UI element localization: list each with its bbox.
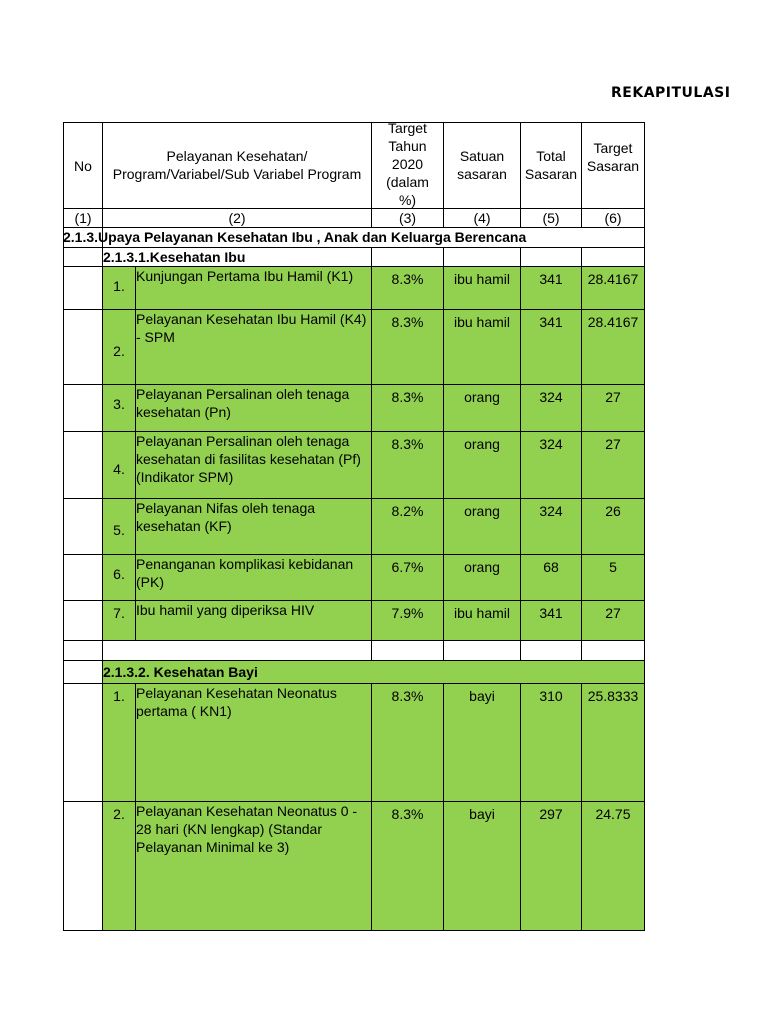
sub1-row-3-total <box>520 384 582 432</box>
sub1-row-4-target-sasaran <box>581 431 645 499</box>
sub1-cell-text: 341 <box>539 271 563 287</box>
sub1-cell-text: ibu hamil <box>453 605 511 621</box>
blank-row-c3 <box>371 640 444 661</box>
sub1-row-2-target-sasaran <box>581 309 645 385</box>
sub1-row-4-total <box>520 431 582 499</box>
sub1-cell-text: orang <box>464 559 500 575</box>
sub2-row-1-total <box>520 683 582 802</box>
sub1-cell-text: Pelayanan Persalinan oleh tenaga kesehatan di fasilitas kesehatan (Pf) (Indikator SPM) <box>136 433 361 485</box>
sub2-row-1-target <box>371 683 444 802</box>
sub2-row-2-satuan <box>443 801 521 931</box>
sub2-cell-text: Pelayanan Kesehatan Neonatus pertama ( KN1) <box>136 685 337 719</box>
sub1-row-7-satuan <box>443 600 521 641</box>
sub2-cell-text: bayi <box>469 806 495 822</box>
sub1-c4 <box>443 247 521 267</box>
sub2-title: 2.1.3.2. Kesehatan Bayi <box>103 664 258 680</box>
sub1-row-6-name <box>135 554 372 601</box>
header-pelayanan <box>102 122 372 209</box>
sub1-row-7-target-sasaran <box>581 600 645 641</box>
blank-row-no <box>63 640 103 661</box>
sub1-row-2-target <box>371 309 444 385</box>
sub1-row-5-no <box>102 498 136 555</box>
colnum-1-label: (1) <box>74 210 92 226</box>
sub1-row-7-name <box>135 600 372 641</box>
sub1-row-4-satuan <box>443 431 521 499</box>
sub1-row-6-satuan <box>443 554 521 601</box>
colnum-4 <box>443 208 521 228</box>
section-col-line <box>102 227 103 248</box>
sub2-cell-text: 24.75 <box>595 806 631 822</box>
sub1-row-5-satuan <box>443 498 521 555</box>
sub1-row-3-satuan <box>443 384 521 432</box>
sub1-cell-text: 3. <box>113 396 125 412</box>
sub1-row-no-blank <box>63 600 103 641</box>
sub2-row-1-no <box>102 683 136 802</box>
blank-row-c5 <box>520 640 582 661</box>
sub1-row-1-no <box>102 266 136 310</box>
sub1-cell-text: 7. <box>113 605 125 621</box>
sub1-cell-text: 5. <box>113 522 125 538</box>
header-target-tahun-label: Target Tahun 2020 (dalam %) <box>386 120 429 208</box>
sub1-row-no-blank <box>63 431 103 499</box>
sub1-cell-text: orang <box>464 503 500 519</box>
sub1-cell-text: 26 <box>605 503 621 519</box>
sub1-row-1-satuan <box>443 266 521 310</box>
section-code: 2.1.3. <box>63 229 99 245</box>
sub1-row-no <box>63 247 103 267</box>
header-target-sasaran-label: Target Sasaran <box>586 140 640 174</box>
sub1-cell-text: 7.9% <box>391 605 424 621</box>
sub1-cell-text: 8.3% <box>391 314 424 330</box>
sub1-cell-text: orang <box>464 436 500 452</box>
sub1-cell-text: 2. <box>113 343 125 359</box>
sub2-cell-text: 25.8333 <box>587 688 639 704</box>
blank-row-c4 <box>443 640 521 661</box>
sub1-row-4-target <box>371 431 444 499</box>
sub1-row-2-no <box>102 309 136 385</box>
header-target-sasaran <box>581 122 645 209</box>
sub1-cell-text: 324 <box>539 436 563 452</box>
sub1-row-4-name <box>135 431 372 499</box>
sub1-row-6-target-sasaran <box>581 554 645 601</box>
sub1-row-5-target <box>371 498 444 555</box>
sub2-row-1-target-sasaran <box>581 683 645 802</box>
sub1-row-1-target <box>371 266 444 310</box>
sub2-row-2-target <box>371 801 444 931</box>
sub1-row-5-name <box>135 498 372 555</box>
sub2-row-1-name <box>135 683 372 802</box>
sub2-cell-text: Pelayanan Kesehatan Neonatus 0 - 28 hari (KN lengkap) (Standar Pelayanan Minimal ke 3) <box>136 803 358 855</box>
sub1-row-5-target-sasaran <box>581 498 645 555</box>
sub1-cell-text: 6.7% <box>391 559 424 575</box>
sub1-cell-text: 8.3% <box>391 436 424 452</box>
sub1-cell-text: ibu hamil <box>453 314 511 330</box>
sub2-row-2-name <box>135 801 372 931</box>
colnum-1 <box>63 208 103 228</box>
sub2-row-no-blank <box>63 801 103 931</box>
colnum-2-label: (2) <box>228 210 246 226</box>
sub1-cell-text: 27 <box>605 605 621 621</box>
blank-row-c6 <box>581 640 645 661</box>
header-total <box>520 122 582 209</box>
colnum-5 <box>520 208 582 228</box>
colnum-6-label: (6) <box>604 210 622 226</box>
sub2-row-1-satuan <box>443 683 521 802</box>
sub2-cell-text: 1. <box>113 688 125 704</box>
sub1-row-3-no <box>102 384 136 432</box>
sub1-row-5-total <box>520 498 582 555</box>
header-pelayanan-label: Pelayanan Kesehatan/ Program/Variabel/Sub Variabel Program <box>112 148 362 182</box>
sub1-c3 <box>371 247 444 267</box>
sub1-row-2-total <box>520 309 582 385</box>
sub1-cell-text: 8.3% <box>391 389 424 405</box>
sub1-cell-text: Pelayanan Nifas oleh tenaga kesehatan (KF) <box>136 500 316 534</box>
sub1-row-1-target-sasaran <box>581 266 645 310</box>
header-satuan <box>443 122 521 209</box>
sub1-cell-text: 1. <box>113 278 125 294</box>
header-no-label: No <box>74 158 92 174</box>
sub1-cell-text: 27 <box>605 436 621 452</box>
colnum-3 <box>371 208 444 228</box>
sub1-cell-text: 27 <box>605 389 621 405</box>
sub2-row-2-total <box>520 801 582 931</box>
colnum-6 <box>581 208 645 228</box>
sub1-cell-text: 6. <box>113 566 125 582</box>
sub1-row-no-blank <box>63 384 103 432</box>
sub1-cell-text: ibu hamil <box>453 271 511 287</box>
sub1-row-4-no <box>102 431 136 499</box>
header-target-tahun <box>371 122 444 209</box>
sub2-cell-text: 2. <box>113 806 125 822</box>
sub1-c6 <box>581 247 645 267</box>
sub2-row-no <box>63 660 103 684</box>
sub2-row-2-target-sasaran <box>581 801 645 931</box>
sub2-cell-text: 8.3% <box>391 688 424 704</box>
sub2-row-2-no <box>102 801 136 931</box>
sub2-cell-text: 8.3% <box>391 806 424 822</box>
sub1-row-no-blank <box>63 266 103 310</box>
colnum-2 <box>102 208 372 228</box>
sub1-cell-text: orang <box>464 389 500 405</box>
header-satuan-label: Satuan sasaran <box>457 148 507 182</box>
section-name: Upaya Pelayanan Kesehatan Ibu , Anak dan Keluarga Berencana <box>98 229 527 245</box>
colnum-3-label: (3) <box>398 210 417 226</box>
sub1-row-no-blank <box>63 309 103 385</box>
colnum-5-label: (5) <box>542 210 560 226</box>
header-no <box>63 122 103 209</box>
sub1-cell-text: 8.2% <box>391 503 424 519</box>
sub1-cell-text: Penanganan komplikasi kebidanan (PK) <box>136 556 354 590</box>
sub1-cell-text: 4. <box>113 461 125 477</box>
section-title <box>63 228 526 246</box>
sub1-row-7-no <box>102 600 136 641</box>
sub1-cell-text: Pelayanan Persalinan oleh tenaga kesehatan (Pn) <box>136 386 350 420</box>
page-title: REKAPITULASI <box>611 85 731 101</box>
blank-row <box>102 640 372 661</box>
sub1-cell-text: 341 <box>539 314 563 330</box>
sub1-cell-text: Ibu hamil yang diperiksa HIV <box>136 602 315 618</box>
sub1-row-6-target <box>371 554 444 601</box>
sub2-cell-text: 297 <box>539 806 563 822</box>
sub1-row-3-target <box>371 384 444 432</box>
sub1-row-7-total <box>520 600 582 641</box>
sub1-c5 <box>520 247 582 267</box>
sub1-cell-text: 28.4167 <box>587 271 639 287</box>
sub1-cell-text: Pelayanan Kesehatan Ibu Hamil (K4) - SPM <box>136 311 367 345</box>
sub1-row-6-no <box>102 554 136 601</box>
sub1-row-2-name <box>135 309 372 385</box>
sub1-row-no-blank <box>63 498 103 555</box>
sub1-row-1-name <box>135 266 372 310</box>
sub1-row-3-name <box>135 384 372 432</box>
sub1-row-2-satuan <box>443 309 521 385</box>
sub1-row-no-blank <box>63 554 103 601</box>
sub1-cell-text: 28.4167 <box>587 314 639 330</box>
sub1-title: 2.1.3.1.Kesehatan Ibu <box>103 249 246 265</box>
sub1-cell-text: 68 <box>543 559 559 575</box>
sub1-cell-text: 324 <box>539 389 563 405</box>
sub2-cell-text: 310 <box>539 688 563 704</box>
header-total-label: Total Sasaran <box>524 148 578 182</box>
sub1-cell-text: 8.3% <box>391 271 424 287</box>
sub1-cell-text: 341 <box>539 605 563 621</box>
sub2-row-no-blank <box>63 683 103 802</box>
sub1-row-6-total <box>520 554 582 601</box>
sub1-row-7-target <box>371 600 444 641</box>
sub2-cell-text: bayi <box>469 688 495 704</box>
sub1-cell-text: 5 <box>609 559 617 575</box>
sub1-row-3-target-sasaran <box>581 384 645 432</box>
sub1-row-1-total <box>520 266 582 310</box>
sub1-cell-text: 324 <box>539 503 563 519</box>
colnum-4-label: (4) <box>473 210 491 226</box>
sub1-cell-text: Kunjungan Pertama Ibu Hamil (K1) <box>136 268 354 284</box>
